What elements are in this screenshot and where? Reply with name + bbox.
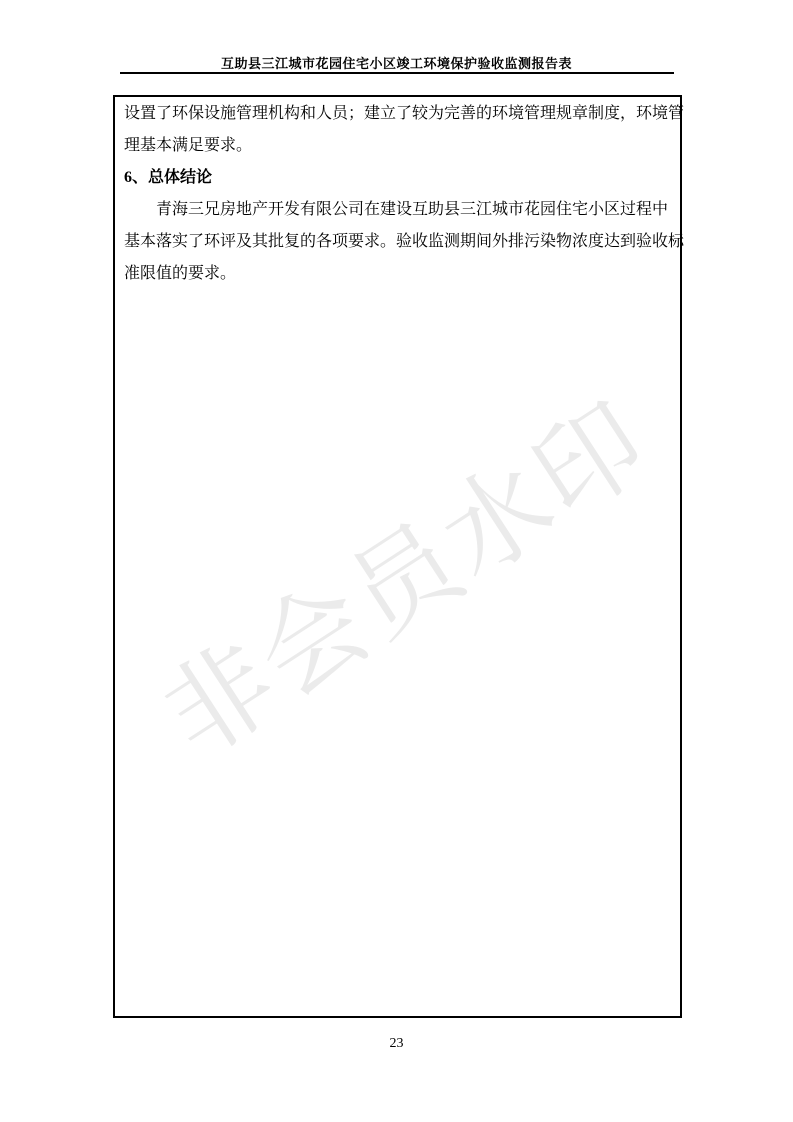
page-number: 23 [389, 1036, 404, 1051]
body-text-line: 设置了环保设施管理机构和人员；建立了较为完善的环境管理规章制度，环境管 [124, 105, 685, 122]
header-rule [120, 72, 674, 74]
body-text-line: 基本落实了环评及其批复的各项要求。验收监测期间外排污染物浓度达到验收标 [124, 233, 685, 250]
document-header-title: 互助县三江城市花园住宅小区竣工环境保护验收监测报告表 [220, 56, 572, 71]
body-text-line: 青海三兄房地产开发有限公司在建设互助县三江城市花园住宅小区过程中 [156, 201, 669, 218]
body-text-line: 准限值的要求。 [124, 265, 237, 282]
body-text-line: 理基本满足要求。 [124, 137, 253, 154]
watermark-text: 非会员水印 [144, 380, 670, 779]
content-box [113, 95, 685, 1018]
section-heading: 6、总体结论 [124, 169, 213, 186]
